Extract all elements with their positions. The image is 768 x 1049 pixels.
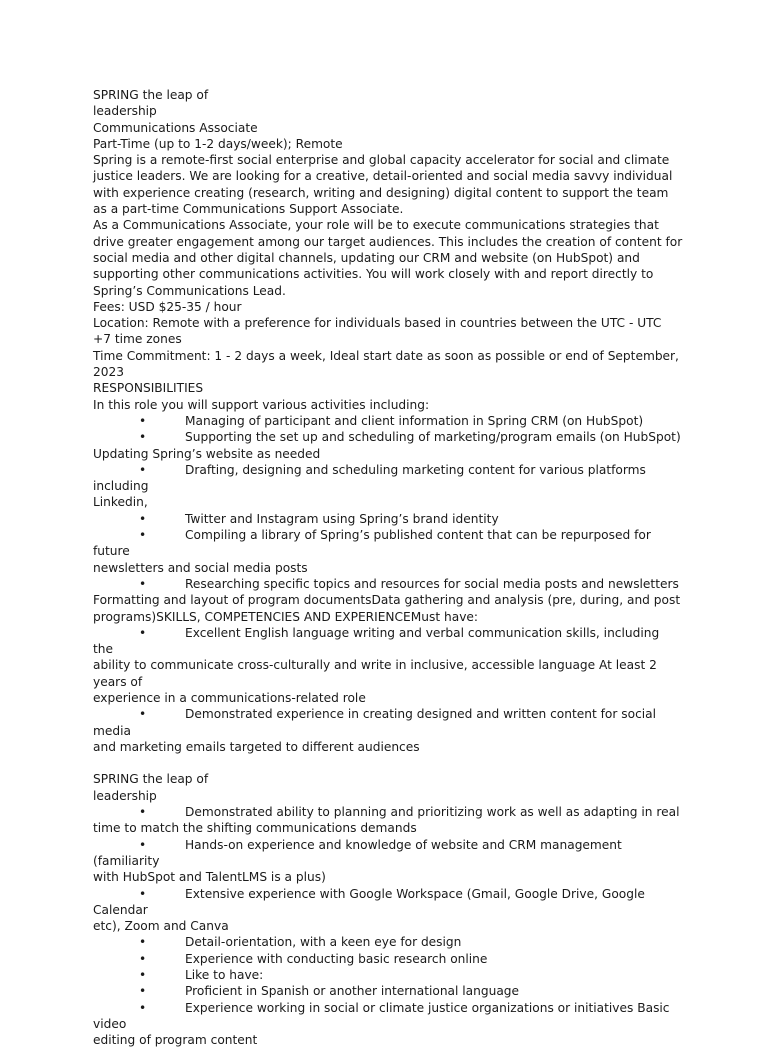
bullet-icon: • — [139, 886, 147, 901]
responsibilities-heading: RESPONSIBILITIES — [93, 381, 204, 396]
list-item-continuation: time to match the shifting communications demands — [93, 821, 417, 836]
header-logo-line1: SPRING the leap of — [93, 772, 209, 787]
list-item: • Demonstrated ability to planning and prioritizing work as well as adapting in real — [139, 805, 680, 820]
list-item-continuation: experience in a communications-related role — [93, 690, 366, 705]
list-item: • Excellent English language writing and verbal communication skills, including the — [93, 625, 660, 657]
bullet-icon: • — [139, 935, 147, 950]
bullet-icon: • — [139, 1000, 147, 1015]
bullet-icon: • — [139, 511, 147, 526]
list-item: • Managing of participant and client information in Spring CRM (on HubSpot) — [139, 413, 644, 428]
formatting-line: Formatting and layout of program documentsData gathering and analysis (pre, during, and post — [93, 593, 681, 608]
bullet-icon: • — [139, 968, 147, 983]
spacer — [93, 755, 683, 771]
header-logo-line2: leadership — [93, 788, 157, 803]
list-item-continuation: and marketing emails targeted to different audiences — [93, 739, 420, 754]
header-logo-line1: SPRING the leap of — [93, 88, 209, 102]
responsibilities-intro: In this role you will support various activities including: — [93, 397, 430, 412]
job-title: Communications Associate — [93, 120, 258, 135]
list-item: • Twitter and Instagram using Spring’s brand identity — [139, 511, 499, 526]
time-commitment-line: Time Commitment: 1 - 2 days a week, Ideal start date as soon as possible or end of September, 2023 — [93, 348, 683, 380]
list-item: • Proficient in Spanish or another international language — [139, 984, 520, 999]
fees-line: Fees: USD $25-35 / hour — [93, 299, 242, 314]
bullet-icon: • — [139, 528, 147, 543]
skills-heading-line: programs)SKILLS, COMPETENCIES AND EXPERIENCEMust have: — [93, 609, 479, 624]
list-item: • Compiling a library of Spring’s published content that can be repurposed for future — [93, 528, 651, 559]
list-item: • Supporting the set up and scheduling of marketing/program emails (on HubSpot) — [139, 430, 681, 445]
bullet-icon: • — [139, 462, 147, 477]
list-item: • Experience working in social or climate justice organizations or initiatives Basic video — [93, 1000, 670, 1031]
bullet-icon: • — [139, 413, 147, 428]
list-item-continuation: ability to communicate cross-culturally and write in inclusive, accessible language At least 2 years of — [93, 658, 661, 689]
intro-paragraph: Spring is a remote-first social enterprise and global capacity accelerator for social and climate justice leaders. We are looking for a creative, detail-oriented and social media savvy individual with experience creating (research, writing and designing) digital content to support the team as a part-time Communications Support Associate. — [93, 153, 677, 217]
bullet-icon: • — [139, 837, 147, 852]
list-item: • Extensive experience with Google Workspace (Gmail, Google Drive, Google Calendar — [93, 886, 645, 917]
website-line: Updating Spring’s website as needed — [93, 446, 321, 461]
bullet-icon: • — [139, 576, 147, 591]
job-subtitle: Part-Time (up to 1-2 days/week); Remote — [93, 136, 343, 151]
header-logo-line2: leadership — [93, 104, 157, 119]
list-item-continuation: Linkedin, — [93, 495, 148, 510]
bullet-icon: • — [139, 951, 147, 966]
bullet-icon: • — [139, 707, 147, 722]
bullet-icon: • — [139, 625, 147, 640]
list-item-continuation: editing of program content — [93, 1033, 258, 1048]
list-item: • Researching specific topics and resources for social media posts and newsletters — [139, 576, 679, 591]
list-item: • Experience with conducting basic research online — [139, 951, 488, 966]
list-item: • Like to have: — [139, 968, 264, 983]
role-paragraph: As a Communications Associate, your role will be to execute communications strategies that drive greater engagement among our target audiences. This includes the creation of content for social media and other digital channels, updating our CRM and website (on HubSpot) and supporting other communications activities. You will work closely with and report directly to Spring’s Communications Lead. — [93, 218, 687, 298]
bullet-icon: • — [139, 984, 147, 999]
list-item: • Detail-orientation, with a keen eye for design — [139, 935, 462, 950]
list-item-continuation: with HubSpot and TalentLMS is a plus) — [93, 870, 326, 885]
list-item: • Demonstrated experience in creating designed and written content for social media — [93, 707, 657, 738]
list-item: • Hands-on experience and knowledge of website and CRM management (familiarity — [93, 837, 622, 868]
document-page — [93, 87, 687, 1049]
bullet-icon: • — [139, 430, 147, 445]
list-item-continuation: etc), Zoom and Canva — [93, 919, 229, 934]
location-line: Location: Remote with a preference for individuals based in countries between the UTC - UTC +7 time zones — [93, 316, 666, 347]
list-item-continuation: newsletters and social media posts — [93, 560, 308, 575]
list-item: • Drafting, designing and scheduling marketing content for various platforms including — [93, 462, 646, 494]
bullet-icon: • — [139, 805, 147, 820]
